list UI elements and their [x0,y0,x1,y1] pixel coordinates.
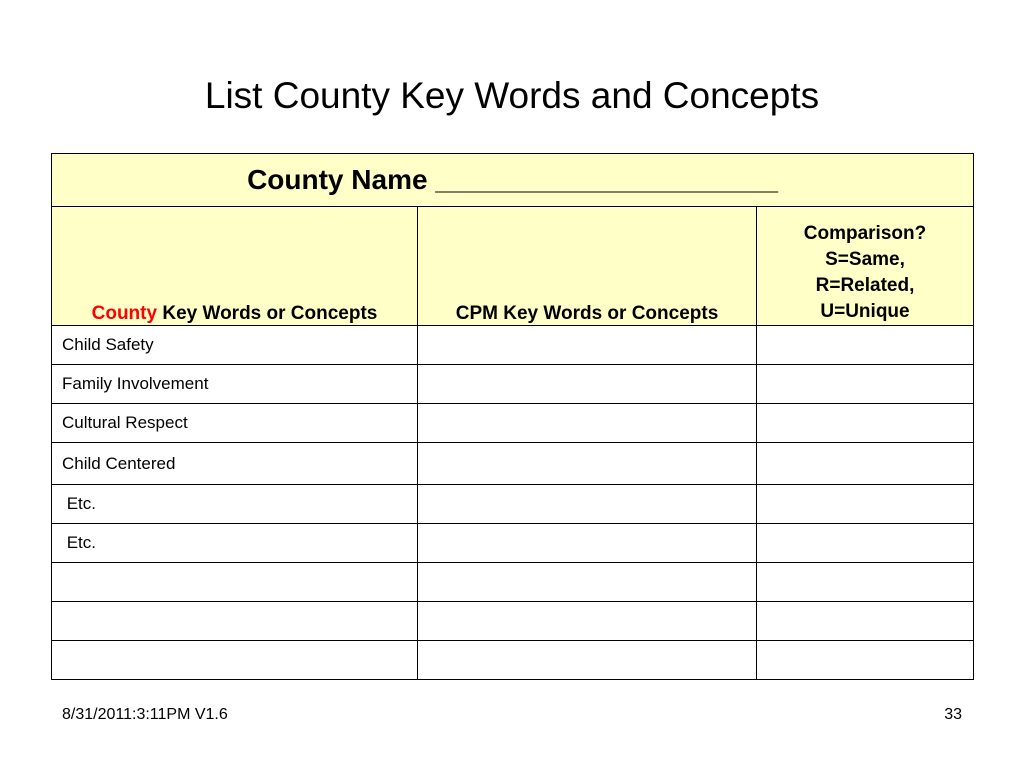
comparison-cell [757,326,974,365]
county-keyword-cell: Family Involvement [52,365,418,404]
cpm-keyword-cell [418,563,757,602]
header-comparison-line: U=Unique [820,301,910,322]
comparison-cell [757,443,974,485]
header-county-accent: County [91,303,158,324]
county-keyword-cell: Child Centered [52,443,418,485]
header-county-keywords [52,207,418,326]
header-comparison-line: S=Same, [825,249,905,270]
county-keyword-cell [52,641,418,680]
comparison-cell [757,365,974,404]
county-keyword-cell: Etc. [52,524,418,563]
header-county-rest: Key Words or Concepts [157,303,378,324]
slide-title: List County Key Words and Concepts [204,75,820,116]
table-row [52,563,974,602]
table-row [52,524,974,563]
header-comparison-line: R=Related, [815,275,915,296]
header-cpm-keywords: CPM Key Words or Concepts [418,207,757,326]
header-comparison-line: Comparison? [803,223,927,244]
footer-date-version: 8/31/2011:3:11PM V1.6 [62,706,228,723]
comparison-cell [757,563,974,602]
keywords-table [51,153,974,680]
county-keyword-cell [52,563,418,602]
county-keyword-cell: Etc. [52,485,418,524]
cpm-keyword-cell [418,443,757,485]
table-row [52,641,974,680]
page-number: 33 [944,706,962,723]
cpm-keyword-cell [418,365,757,404]
table-row [52,404,974,443]
comparison-cell [757,602,974,641]
table-row [52,326,974,365]
table-row [52,443,974,485]
comparison-cell [757,485,974,524]
cpm-keyword-cell [418,326,757,365]
header-row [52,207,974,326]
cpm-keyword-cell [418,641,757,680]
table-row [52,485,974,524]
county-keyword-cell [52,602,418,641]
county-keyword-cell: Child Safety [52,326,418,365]
comparison-cell [757,524,974,563]
cpm-keyword-cell [418,485,757,524]
county-keyword-cell: Cultural Respect [52,404,418,443]
cpm-keyword-cell [418,404,757,443]
comparison-cell [757,641,974,680]
cpm-keyword-cell [418,524,757,563]
table-row [52,365,974,404]
table-row [52,602,974,641]
cpm-keyword-cell [418,602,757,641]
comparison-cell [757,404,974,443]
county-name-row [52,154,974,207]
county-name-label: County Name ______________________ [52,154,974,207]
header-comparison [757,207,974,326]
